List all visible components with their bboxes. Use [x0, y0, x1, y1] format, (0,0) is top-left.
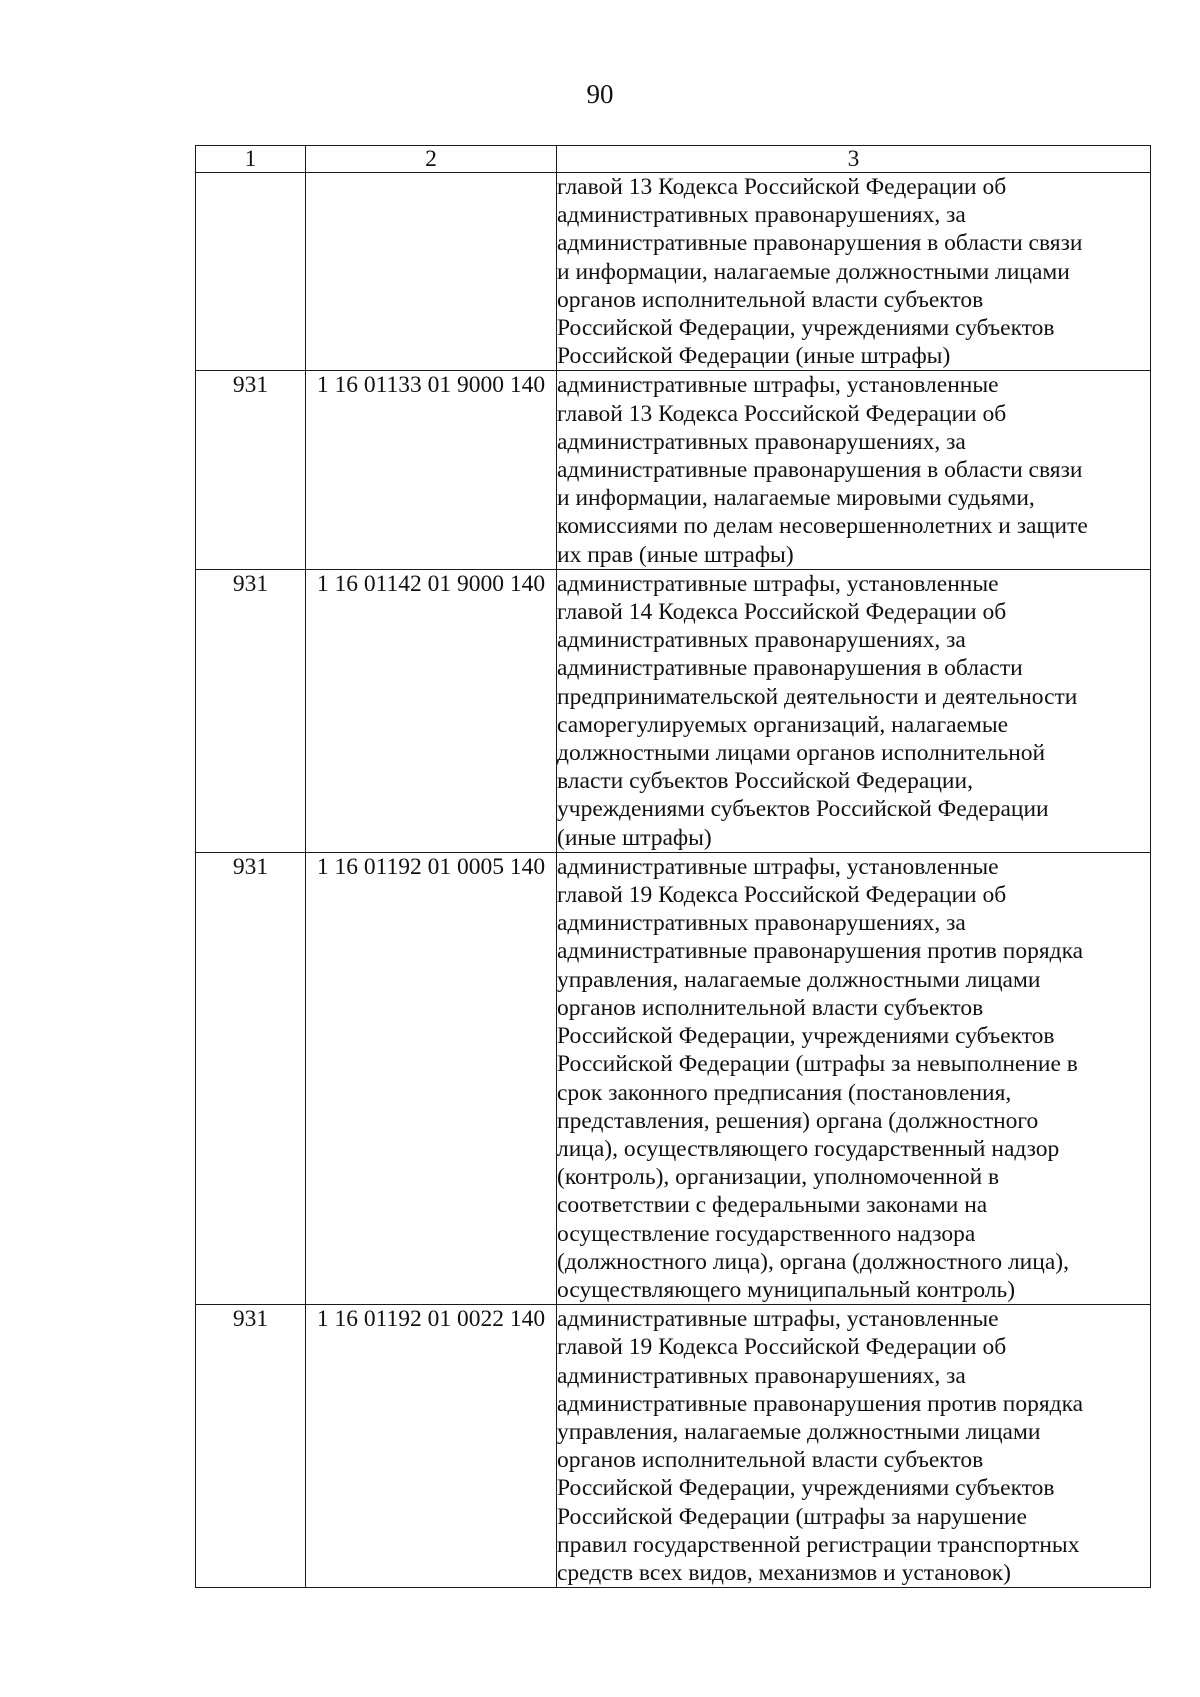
description-line: административные штрафы, установленные	[557, 1306, 999, 1333]
admin-code-cell: 931	[196, 569, 306, 852]
description-line: осуществляющего муниципальный контроль)	[557, 1276, 1016, 1303]
description-line: Российской Федерации (штрафы за невыполнение в	[557, 1051, 1078, 1078]
column-header-2: 2	[306, 146, 557, 173]
description-line: главой 19 Кодекса Российской Федерации об	[557, 1334, 1007, 1361]
description-line: Российской Федерации, учреждениями субъектов	[557, 1023, 1055, 1050]
description-line: предпринимательской деятельности и деятельности	[557, 683, 1078, 710]
description-line: правил государственной регистрации транспортных	[557, 1531, 1080, 1558]
table-row	[196, 371, 1151, 569]
description-line: административные штрафы, установленные	[557, 372, 999, 399]
description-line: саморегулируемых организаций, налагаемые	[557, 711, 1009, 738]
description-line: органов исполнительной власти субъектов	[557, 994, 984, 1021]
description-line: осуществление государственного надзора	[557, 1220, 976, 1247]
budget-codes-table	[195, 145, 1151, 1588]
description-line: учреждениями субъектов Российской Федерации	[557, 796, 1049, 823]
description-line: главой 13 Кодекса Российской Федерации об	[557, 400, 1007, 427]
description-line: главой 13 Кодекса Российской Федерации об	[557, 174, 1007, 200]
budget-classification-code-cell: 1 16 01142 01 9000 140	[306, 569, 557, 852]
description-line: представления, решения) органа (должностного	[557, 1107, 1039, 1134]
description-line: власти субъектов Российской Федерации,	[557, 768, 973, 795]
table-header-row	[196, 146, 1151, 173]
description-line: административных правонарушениях, за	[557, 1362, 966, 1389]
description-line: административных правонарушениях, за	[557, 627, 966, 654]
description-line: административные правонарушения в области связи	[557, 230, 1083, 257]
description-line: главой 19 Кодекса Российской Федерации об	[557, 882, 1007, 909]
description-line: административные штрафы, установленные	[557, 853, 999, 880]
description-line: административные правонарушения в области связи	[557, 457, 1083, 484]
description-line: административные правонарушения в области	[557, 655, 1023, 682]
description-line: административные правонарушения против порядка	[557, 938, 1084, 965]
description-line: (контроль), организации, уполномоченной в	[557, 1164, 1000, 1191]
table-row	[196, 569, 1151, 852]
table-row	[196, 852, 1151, 1304]
description-line: административных правонарушениях, за	[557, 910, 966, 937]
description-line: лица), осуществляющего государственный надзор	[557, 1135, 1060, 1162]
description-line: главой 14 Кодекса Российской Федерации об	[557, 599, 1007, 626]
description-line: управления, налагаемые должностными лицами	[557, 1418, 1041, 1445]
description-line: административных правонарушениях, за	[557, 428, 966, 455]
description-line: органов исполнительной власти субъектов	[557, 286, 984, 313]
description-line: и информации, налагаемые должностными лицами	[557, 258, 1070, 285]
column-header-3: 3	[557, 146, 1151, 173]
admin-code-cell: 931	[196, 371, 306, 569]
budget-classification-code-cell: 1 16 01192 01 0005 140	[306, 852, 557, 1304]
description-line: их прав (иные штрафы)	[557, 541, 794, 568]
budget-classification-code-cell: 1 16 01192 01 0022 140	[306, 1305, 557, 1588]
description-line: (иные штрафы)	[557, 824, 712, 851]
revenue-description-cell	[557, 173, 1151, 371]
description-line: административные правонарушения против порядка	[557, 1390, 1084, 1417]
description-line: Российской Федерации (штрафы за нарушение	[557, 1503, 1027, 1530]
table-row	[196, 1305, 1151, 1588]
description-line: Российской Федерации, учреждениями субъектов	[557, 315, 1055, 342]
revenue-description-cell	[557, 371, 1151, 569]
description-line: (должностного лица), органа (должностного лица),	[557, 1248, 1069, 1275]
description-line: средств всех видов, механизмов и установок)	[557, 1559, 1012, 1586]
description-line: Российской Федерации, учреждениями субъектов	[557, 1475, 1055, 1502]
description-line: управления, налагаемые должностными лицами	[557, 966, 1041, 993]
description-line: соответствии с федеральными законами на	[557, 1192, 988, 1219]
revenue-description-cell	[557, 1305, 1151, 1588]
description-line: должностными лицами органов исполнительной	[557, 740, 1046, 767]
description-line: административных правонарушениях, за	[557, 202, 966, 229]
description-line: органов исполнительной власти субъектов	[557, 1447, 984, 1474]
page-number: 90	[586, 79, 614, 109]
admin-code-cell	[196, 173, 306, 371]
revenue-description-cell	[557, 569, 1151, 852]
revenue-description-cell	[557, 852, 1151, 1304]
budget-classification-code-cell: 1 16 01133 01 9000 140	[306, 371, 557, 569]
admin-code-cell: 931	[196, 1305, 306, 1588]
table-row	[196, 173, 1151, 371]
admin-code-cell: 931	[196, 852, 306, 1304]
budget-classification-code-cell	[306, 173, 557, 371]
description-line: административные штрафы, установленные	[557, 570, 999, 597]
description-line: комиссиями по делам несовершеннолетних и защите	[557, 513, 1088, 540]
description-line: Российской Федерации (иные штрафы)	[557, 343, 951, 370]
column-header-1: 1	[196, 146, 306, 173]
description-line: срок законного предписания (постановления,	[557, 1079, 1012, 1106]
description-line: и информации, налагаемые мировыми судьями,	[557, 485, 1035, 512]
